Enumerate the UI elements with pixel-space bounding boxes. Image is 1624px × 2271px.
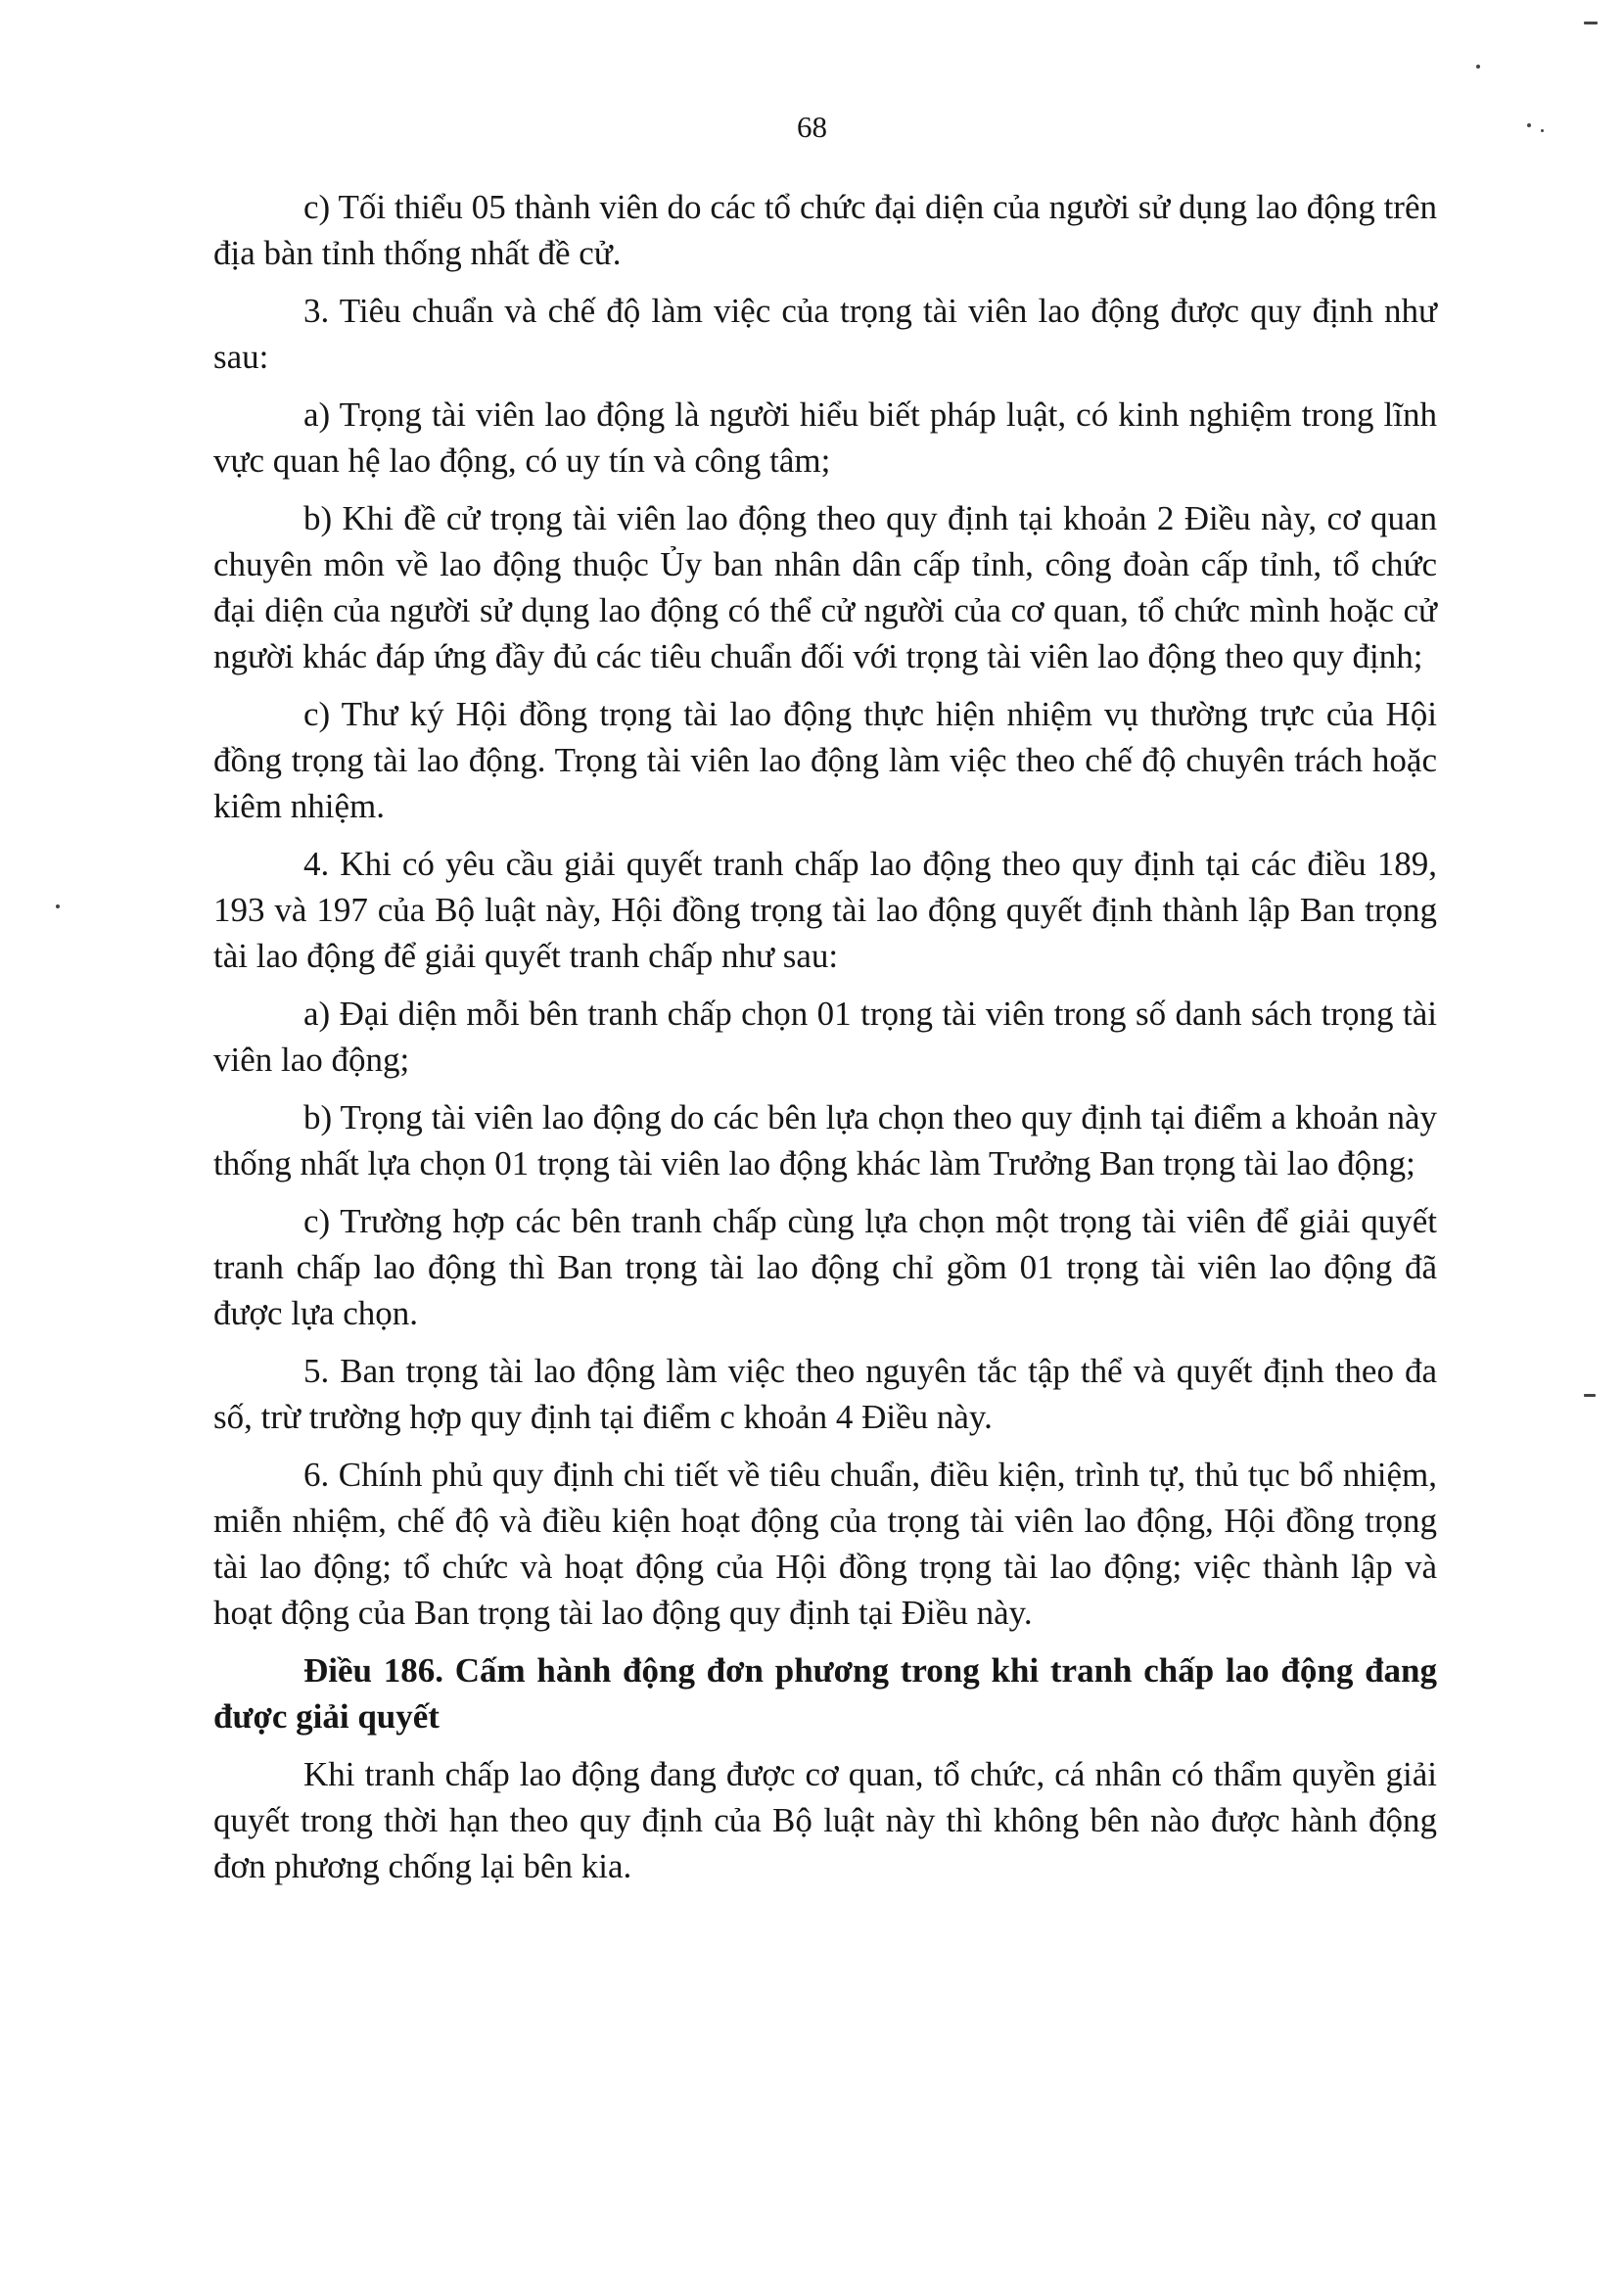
- paragraph-clause-3: 3. Tiêu chuẩn và chế độ làm việc của trọng tài viên lao động được quy định như sau:: [213, 292, 1437, 376]
- paragraph-clause-2c: c) Tối thiểu 05 thành viên do các tổ chức đại diện của người sử dụng lao động trên địa bàn tỉnh thống nhất đề cử.: [213, 188, 1437, 272]
- paragraph-clause-3b: b) Khi đề cử trọng tài viên lao động theo quy định tại khoản 2 Điều này, cơ quan chuyên môn về lao động thuộc Ủy ban nhân dân cấp tỉnh, công đoàn cấp tỉnh, tổ chức đại diện của người sử dụng lao động có thể cử người của cơ quan, tổ chức mình hoặc cử người khác đáp ứng đầy đủ các tiêu chuẩn đối với trọng tài viên lao động theo quy định;: [213, 499, 1437, 675]
- paragraph-clause-5: 5. Ban trọng tài lao động làm việc theo nguyên tắc tập thể và quyết định theo đa số, trừ trường hợp quy định tại điểm c khoản 4 Điều này.: [213, 1352, 1437, 1436]
- scan-speck: [1584, 22, 1598, 24]
- scan-speck: [56, 904, 60, 908]
- paragraph-clause-4a: a) Đại diện mỗi bên tranh chấp chọn 01 trọng tài viên trong số danh sách trọng tài viên lao động;: [213, 995, 1437, 1079]
- scan-speck: [1584, 1394, 1596, 1397]
- scan-speck: [1527, 123, 1531, 127]
- paragraph-clause-6: 6. Chính phủ quy định chi tiết về tiêu chuẩn, điều kiện, trình tự, thủ tục bổ nhiệm, miễn nhiệm, chế độ và điều kiện hoạt động của trọng tài viên lao động, Hội đồng trọng tài lao động; tổ chức và hoạt động của Hội đồng trọng tài lao động; việc thành lập và hoạt động của Ban trọng tài lao động quy định tại Điều này.: [213, 1456, 1437, 1632]
- document-body: [213, 184, 1437, 1901]
- scan-speck: [1476, 65, 1480, 69]
- article-body: Khi tranh chấp lao động đang được cơ quan, tổ chức, cá nhân có thẩm quyền giải quyết trong thời hạn theo quy định của Bộ luật này thì không bên nào được hành động đơn phương chống lại bên kia.: [213, 1755, 1437, 1885]
- paragraph-clause-4b: b) Trọng tài viên lao động do các bên lựa chọn theo quy định tại điểm a khoản này thống nhất lựa chọn 01 trọng tài viên lao động khác làm Trưởng Ban trọng tài lao động;: [213, 1098, 1437, 1182]
- paragraph-clause-4: 4. Khi có yêu cầu giải quyết tranh chấp lao động theo quy định tại các điều 189, 193 và 197 của Bộ luật này, Hội đồng trọng tài lao động quyết định thành lập Ban trọng tài lao động để giải quyết tranh chấp như sau:: [213, 845, 1437, 975]
- paragraph-clause-4c: c) Trường hợp các bên tranh chấp cùng lựa chọn một trọng tài viên để giải quyết tranh chấp lao động thì Ban trọng tài lao động chỉ gồm 01 trọng tài viên lao động đã được lựa chọn.: [213, 1202, 1437, 1332]
- scan-speck: [1541, 129, 1544, 132]
- paragraph-clause-3c: c) Thư ký Hội đồng trọng tài lao động thực hiện nhiệm vụ thường trực của Hội đồng trọng tài lao động. Trọng tài viên lao động làm việc theo chế độ chuyên trách hoặc kiêm nhiệm.: [213, 695, 1437, 825]
- page-number: 68: [797, 110, 827, 144]
- article-heading: Điều 186. Cấm hành động đơn phương trong khi tranh chấp lao động đang được giải quyết: [213, 1651, 1437, 1736]
- paragraph-clause-3a: a) Trọng tài viên lao động là người hiểu biết pháp luật, có kinh nghiệm trong lĩnh vực quan hệ lao động, có uy tín và công tâm;: [213, 395, 1437, 480]
